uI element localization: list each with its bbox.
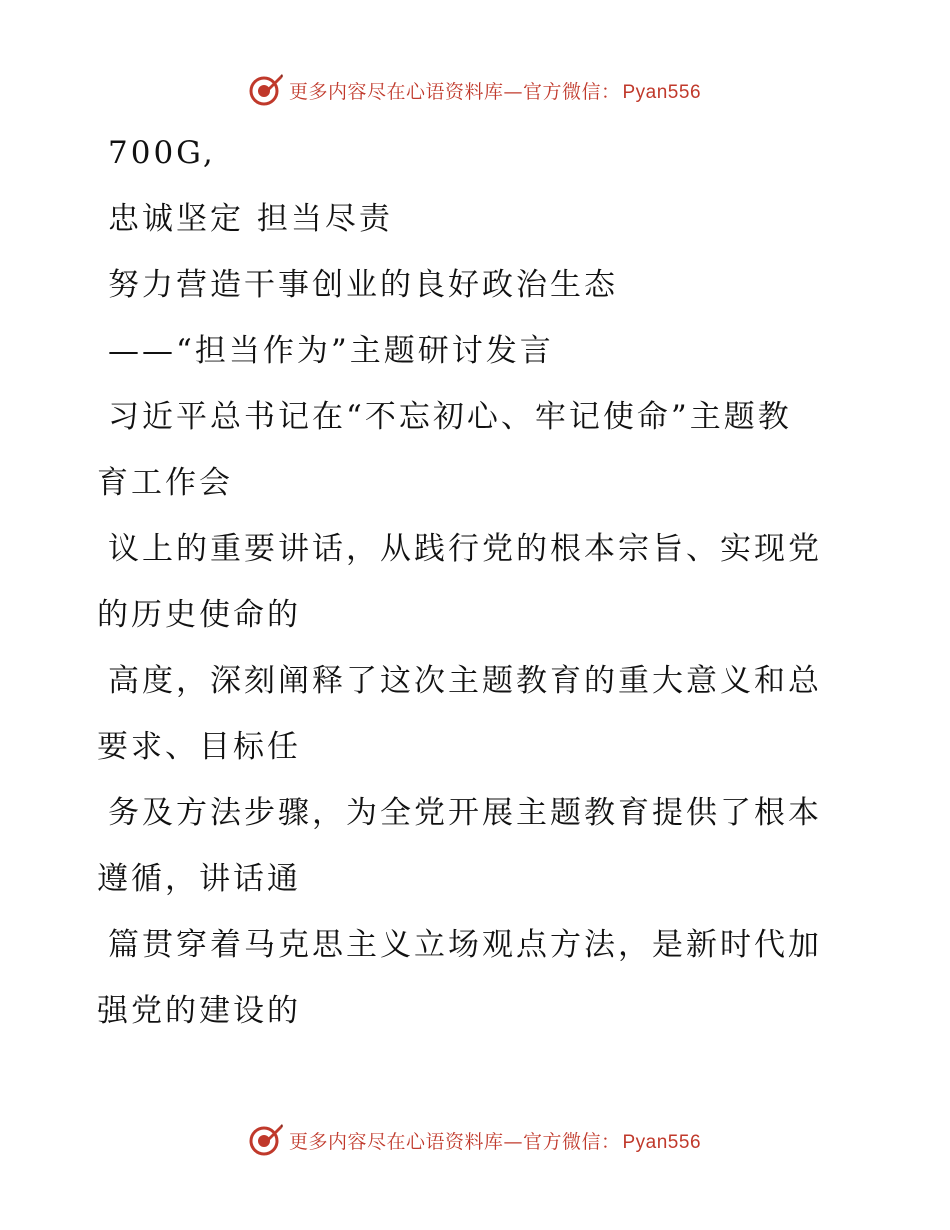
paragraph-line: 遵循，讲话通 [97, 861, 301, 897]
watermark-text: 更多内容尽在心语资料库—官方微信： Pyan556 [288, 1130, 702, 1153]
paragraph-line: 育工作会 [97, 465, 233, 501]
pen-logo-icon [249, 1123, 283, 1157]
paragraph [97, 912, 837, 1044]
header-watermark [0, 70, 950, 110]
paragraph-line: 习近平总书记在“不忘初心、牢记使命”主题教 [108, 399, 792, 435]
watermark-text: 更多内容尽在心语资料库—官方微信： Pyan556 [288, 80, 702, 103]
paragraph-line: 议上的重要讲话，从践行党的根本宗旨、实现党 [108, 531, 822, 567]
paragraph [97, 780, 837, 912]
pen-logo-icon [249, 73, 283, 107]
document-body [97, 120, 837, 1044]
paragraph-line: 务及方法步骤，为全党开展主题教育提供了根本 [108, 795, 822, 831]
document-title: 忠诚坚定 担当尽责 [108, 201, 393, 237]
paragraph-line: 要求、目标任 [97, 729, 301, 765]
paragraph [97, 384, 837, 516]
paragraph-line: 篇贯穿着马克思主义立场观点方法，是新时代加 [108, 927, 822, 963]
footer-watermark [0, 1120, 950, 1160]
document-line: 700G, [108, 135, 216, 171]
paragraph-line: 的历史使命的 [97, 597, 301, 633]
document-subtitle: 努力营造干事创业的良好政治生态 [108, 267, 618, 303]
document-byline: ——“担当作为”主题研讨发言 [108, 333, 554, 369]
paragraph [97, 516, 837, 648]
paragraph [97, 648, 837, 780]
paragraph-line: 强党的建设的 [97, 993, 301, 1029]
paragraph-line: 高度，深刻阐释了这次主题教育的重大意义和总 [108, 663, 822, 699]
